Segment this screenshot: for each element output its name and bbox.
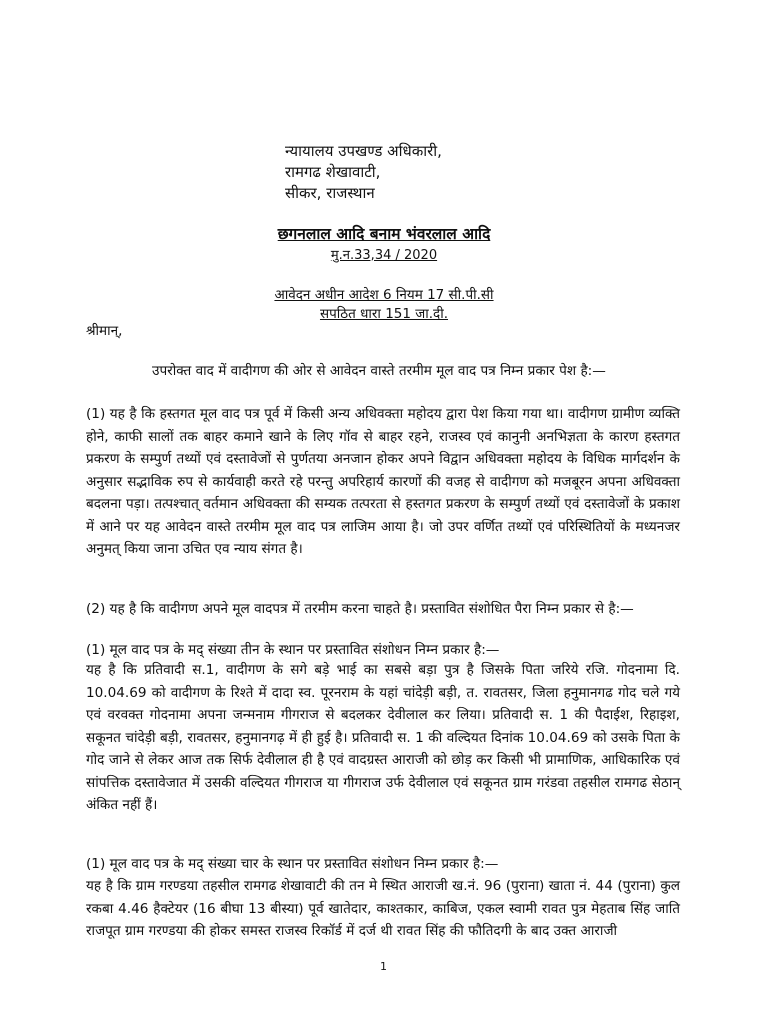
- salutation: श्रीमान्,: [86, 323, 123, 339]
- paragraph-6: यह है कि ग्राम गरण्डया तहसील रामगढ शेखावाटी की तन मे स्थित आराजी ख.नं. 96 (पुराना) खाता नं. 44 (पुराना) कुल रकबा 4.46 हैक्टेयर (16 बीघा 13 बीस्या) पूर्व खातेदार, काश्तकार, काबिज, एकल स्वामी रावत पुत्र मेहताब सिंह जाति राजपूत ग्राम गरण्डया की होकर समस्त राजस्व रिकॉर्ड में दर्ज थी रावत सिंह की फौतिदगी के बाद उक्त आराजी: [86, 878, 680, 939]
- case-title: छगनलाल आदि बनाम भंवरलाल आदि: [277, 225, 491, 243]
- intro-paragraph: उपरोक्त वाद में वादीगण की ओर से आवेदन वास्ते तरमीम मूल वाद पत्र निम्न प्रकार पेश है:—: [152, 363, 606, 379]
- application-subject-section: सपठित धारा 151 जा.दी.: [319, 306, 449, 322]
- court-state: सीकर, राजस्थान: [285, 184, 375, 202]
- court-location: रामगढ शेखावाटी,: [285, 163, 381, 181]
- case-number: मु.न.33,34 / 2020: [330, 248, 438, 263]
- application-subject: आवेदन अधीन आदेश 6 नियम 17 सी.पी.सी: [274, 287, 494, 303]
- paragraph-4: यह है कि प्रतिवादी स.1, वादीगण के सगे बड़े भाई का सबसे बड़ा पुत्र है जिसके पिता जरिये रजि. गोदनामा दि. 10.04.69 को वादीगण के रिश्ते में दादा स्व. पूरनराम के यहां चांदेड़ी बड़ी, त. रावतसर, जिला हनुमानगढ गोद चले गये एवं वरवक्त गोदनामा अपना जन्मनाम गीगराज से बदलकर देवीलाल कर लिया। प्रतिवादी स. 1 की पैदाईश, रिहाइश, सकूनत चांदेड़ी बड़ी, रावतसर, हनुमानगढ़ में ही हुई है। प्रतिवादी स. 1 की वल्दियत दिनांक 10.04.69 को उसके पिता के गोद जाने से लेकर आज तक सिर्फ देवीलाल ही है एवं वादग्रस्त आराजी को छोड़ कर किसी भी प्रामाणिक, आधिकारिक एवं सांपत्तिक दस्तावेजात में उसकी वल्दियत गीगराज या गीगराज उर्फ देवीलाल एवं सकूनत ग्राम गरंडवा तहसील रामगढ सेठान् अंकित नहीं हैं।: [86, 662, 680, 813]
- paragraph-3: (1) मूल वाद पत्र के मद् संख्या तीन के स्थान पर प्रस्तावित संशोधन निम्न प्रकार है:—: [86, 642, 500, 658]
- page-number: 1: [380, 960, 387, 973]
- court-name: न्यायालय उपखण्ड अधिकारी,: [285, 142, 442, 160]
- paragraph-2: (2) यह है कि वादीगण अपने मूल वादपत्र में तरमीम करना चाहते है। प्रस्तावित संशोधित पैरा निम्न प्रकार से है:—: [86, 601, 634, 617]
- paragraph-5: (1) मूल वाद पत्र के मद् संख्या चार के स्थान पर प्रस्तावित संशोधन निम्न प्रकार है:—: [86, 856, 499, 872]
- paragraph-1: (1) यह है कि हस्तगत मूल वाद पत्र पूर्व में किसी अन्य अधिवक्ता महोदय द्वारा पेश किया गया था। वादीगण ग्रामीण व्यक्ति होने, काफी सालों तक बाहर कमाने खाने के लिए गॉव से बाहर रहने, राजस्व एवं कानुनी अनभिज्ञता के कारण हस्तगत प्रकरण के सम्पुर्ण तथ्यों एवं दस्तावेजों से पुर्णतया अनजान होकर अपने विद्वान अधिवक्ता महोदय के विधिक मार्गदर्शन के अनुसार सद्भाविक रुप से कार्यवाही करते रहे परन्तु अपरिहार्य कारणों की वजह से वादीगण को मजबूरन अपना अधिवक्ता बदलना पड़ा। तत्पश्चात् वर्तमान अधिवक्ता की सम्यक तत्परता से हस्तगत प्रकरण के सम्पुर्ण तथ्यों एवं दस्तावेजों के प्रकाश में आने पर यह आवेदन वास्ते तरमीम मूल वाद पत्र लाजिम आया है। जो उपर वर्णित तथ्यों एवं परिस्थितियों के मध्यनजर अनुमत् किया जाना उचित एव न्याय संगत है।: [86, 406, 680, 557]
